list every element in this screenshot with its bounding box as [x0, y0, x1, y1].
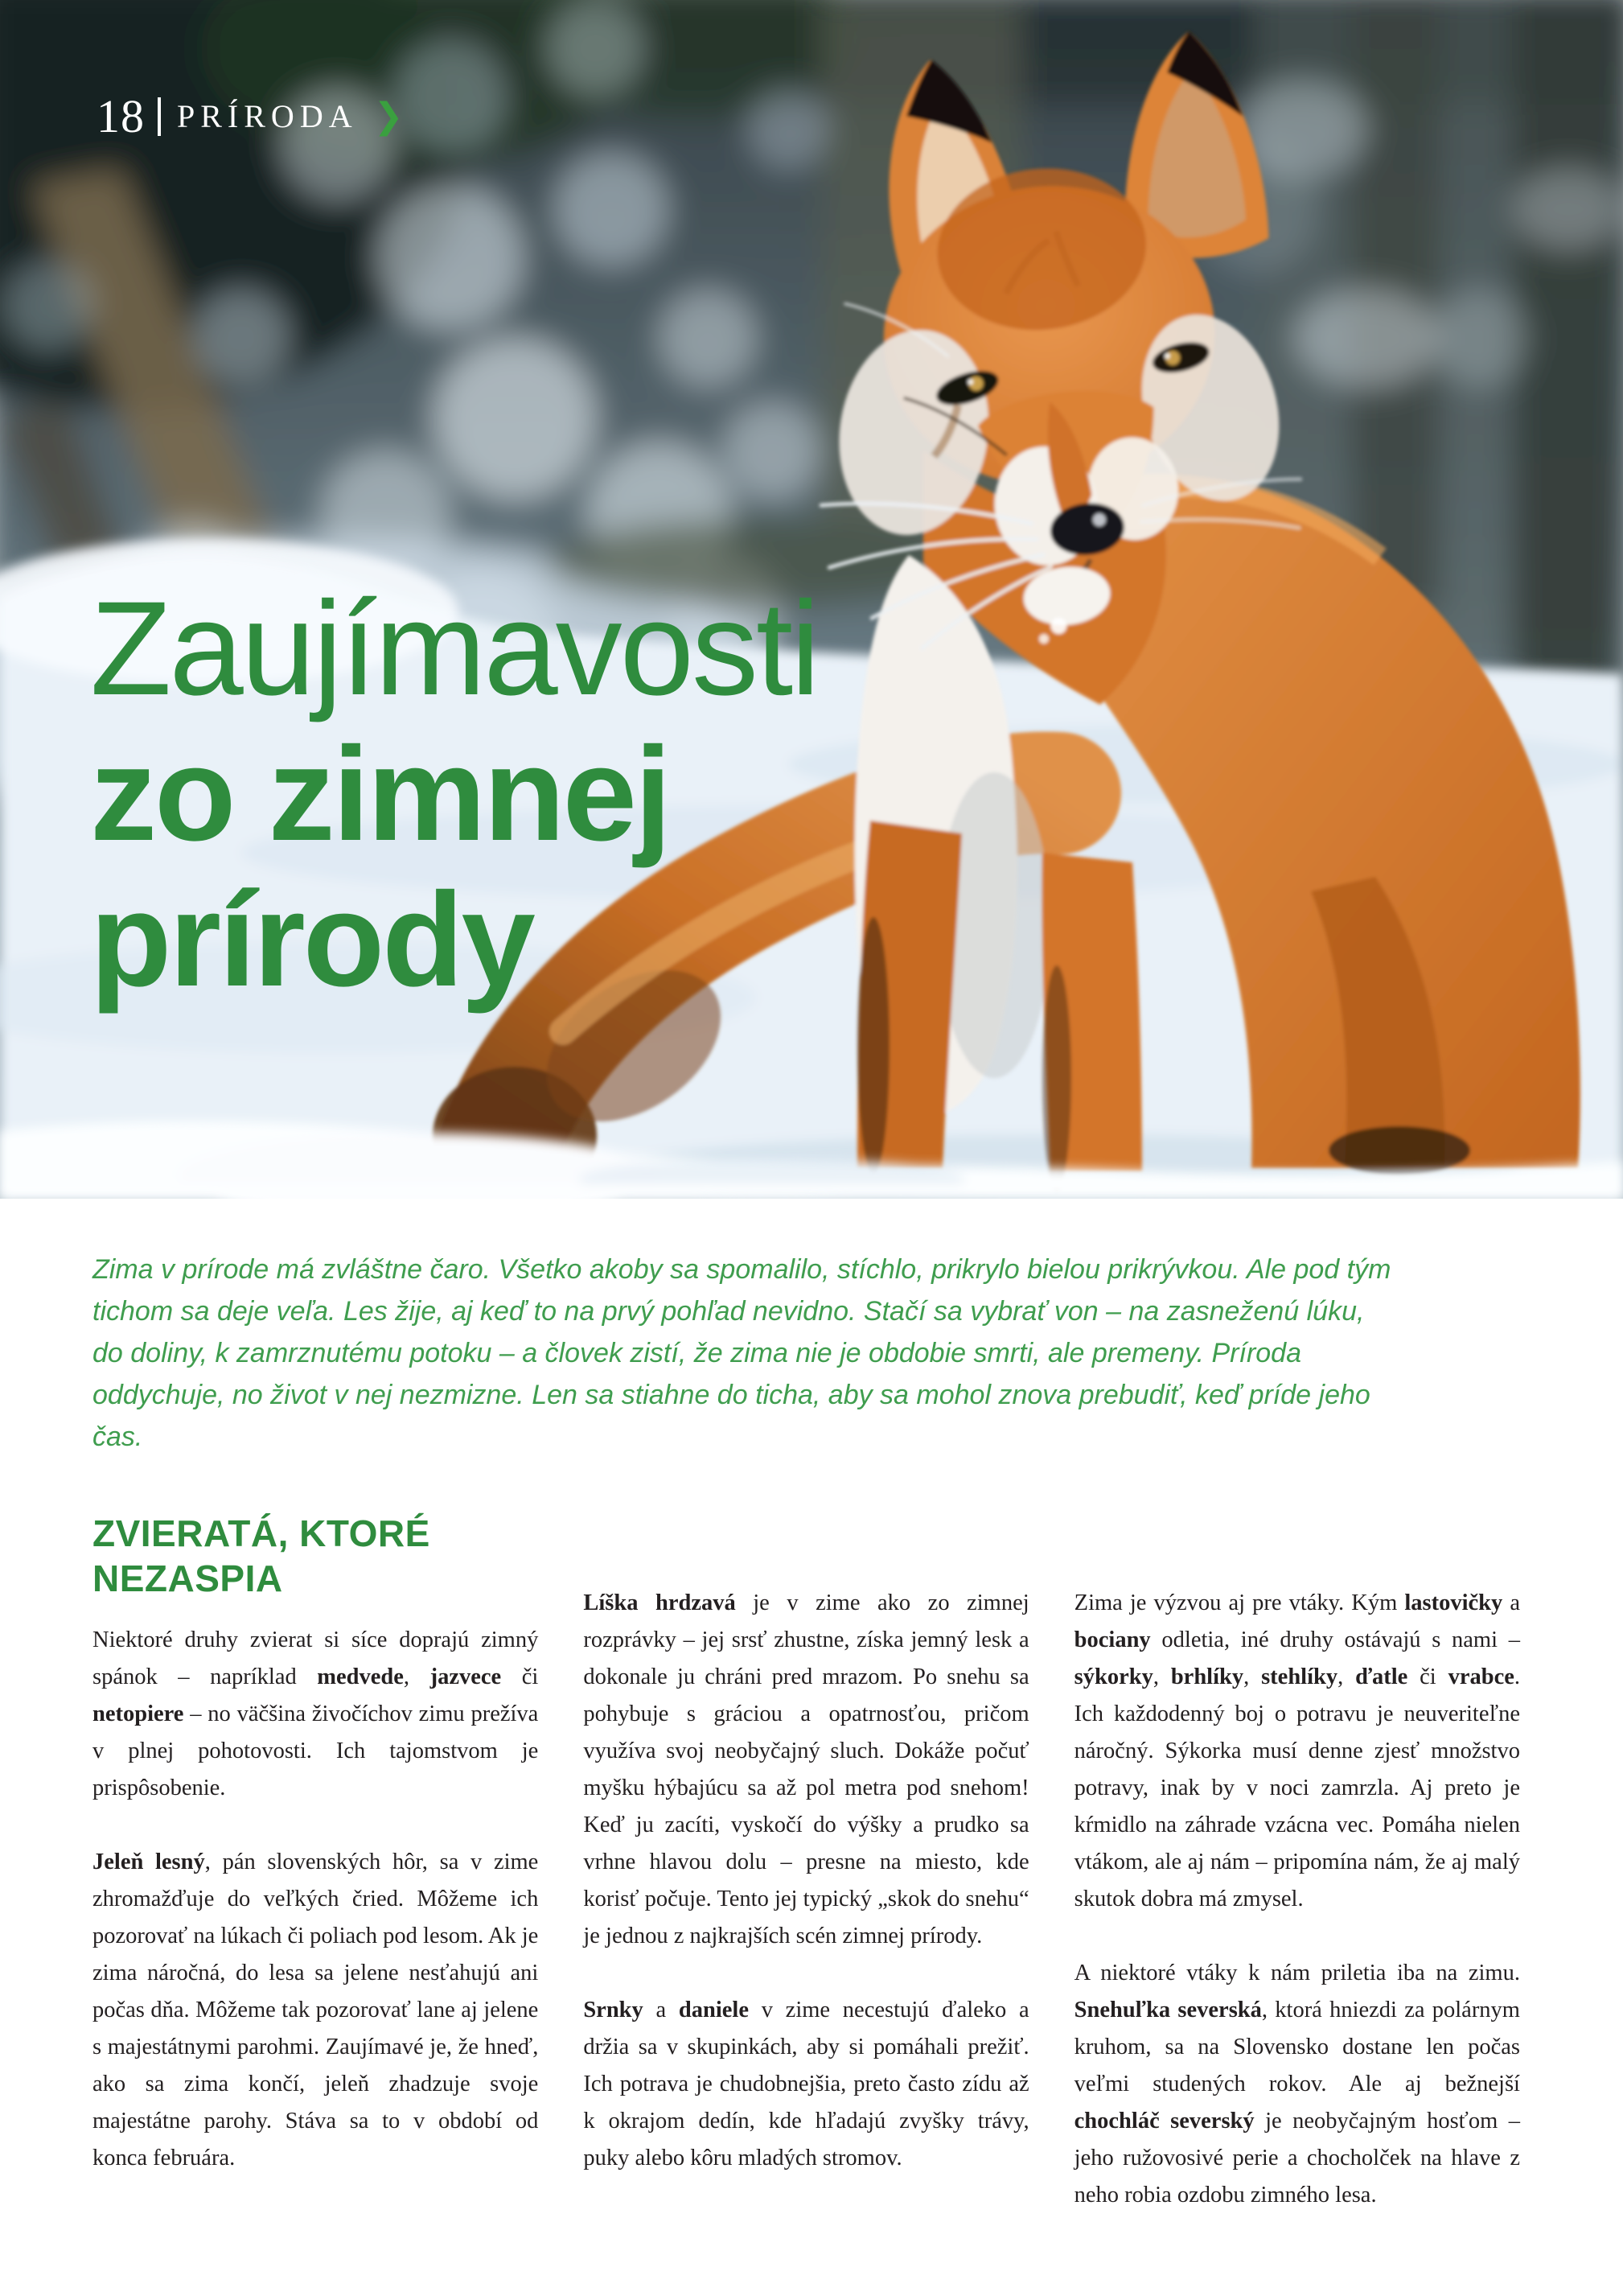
- paragraph-winter-birds: Zima je výzvou aj pre vtáky. Kým lastovičky a bociany odletia, iné druhy ostávajú s nami – sýkorky, brhlíky, stehlíky, ďatle či vrabce. Ich každodenný boj o potravu je neuveriteľne náročný. Sýkorka musí denne zjesť množstvo potravy, inak by v noci zamrzla. Aj preto je kŕmidlo na záhrade vzácna vec. Pomáha nielen vtákom, ale aj nám – pripomína nám, že aj malý skutok dobra má zmysel.: [1074, 1590, 1520, 1911]
- title-line-1: Zaujímavosti: [90, 574, 818, 723]
- paragraph-red-deer: Jeleň lesný, pán slovenských hôr, sa v zime zhromažďuje do veľkých čried. Môžeme ich pozorovať na lúkach či poliach pod lesom. Ak je zima náročná, do lesa sa jelene nesťahujú ani počas dňa. Môžeme tak pozorovať lane aj jelene s majestátnymi parohmi. Zaujímavé je, že hneď, ako sa zima končí, jeleň zhadzuje svoje majestátne parohy. Stáva sa to v období od konca februára.: [92, 1850, 539, 2171]
- page-kicker: [97, 90, 404, 142]
- chevron-right-icon: ❯: [373, 96, 404, 137]
- column-1: [92, 1511, 538, 2251]
- kicker-divider: [158, 97, 161, 136]
- title-line-2: zo zimnej: [90, 720, 670, 869]
- column-3: [1074, 1511, 1520, 2251]
- page-number: 18: [97, 90, 145, 142]
- column-2: [583, 1511, 1029, 2251]
- paragraph-animals-intro: Niektoré druhy zvierat si síce doprajú zimný spánok – napríklad medvede, jazvece či netopiere – no väčšina živočíchov zimu prežíva v plnej pohotovosti. Ich tajomstvom je prispôsobenie.: [92, 1627, 539, 1800]
- title-line-3: prírody: [90, 866, 533, 1014]
- heading-line-2: NEZASPIA: [92, 1557, 283, 1599]
- intro-paragraph: Zima v prírode má zvláštne čaro. Všetko akoby sa spomalilo, stíchlo, prikrylo bielou prikrývkou. Ale pod tým tichom sa deje veľa. Les žije, aj keď to na prvý pohľad nevidno. Stačí sa vybrať von – na zasneženú lúku, do doliny, k zamrznutému potoku – a človek zistí, že zima nie je obdobie smrti, ale premeny. Príroda oddychuje, no život v nej nezmizne. Len sa stiahne do ticha, aby sa mohol znova prebudiť, keď príde jeho čas.: [92, 1254, 1391, 1452]
- section-label: PRÍRODA: [177, 98, 358, 134]
- page-title: [90, 576, 818, 1013]
- section-heading: [92, 1511, 538, 1601]
- paragraph-winter-guests: A niektoré vtáky k nám priletia iba na zimu. Snehuľka severská, ktorá hniezdi za polárnym kruhom, sa na Slovensko dostane len počas veľmi studených rokov. Ale aj bežnejší chochláč severský je neobyčajným hosťom – jeho ružovosivé perie a chocholček na hlave z neho robia ozdobu zimného lesa.: [1074, 1961, 1520, 2208]
- article-columns: [92, 1511, 1520, 2251]
- heading-line-1: ZVIERATÁ, KTORÉ: [92, 1512, 430, 1554]
- paragraph-red-fox: Líška hrdzavá je v zime ako zo zimnej rozprávky – jej srsť zhustne, získa jemný lesk a dokonale ju chráni pred mrazom. Po snehu sa pohybuje s gráciou a opatrnosťou, pričom využíva svoj neobyčajný sluch. Dokáže počuť myšku hýbajúcu sa až pol metra pod snehom! Keď ju zacíti, vyskočí do výšky a prudko sa vrhne hlavou dolu – presne na miesto, kde korisť počuje. Tento jej typický „skok do snehu“ je jednou z najkrajších scén zimnej prírody.: [583, 1590, 1029, 1948]
- paragraph-roe-deer: Srnky a daniele v zime necestujú ďaleko a držia sa v skupinkách, aby si pomáhali prežiť. Ich potrava je chudobnejšia, preto často zídu až k okrajom dedín, kde hľadajú zvyšky trávy, puky alebo kôru mladých stromov.: [583, 1998, 1029, 2171]
